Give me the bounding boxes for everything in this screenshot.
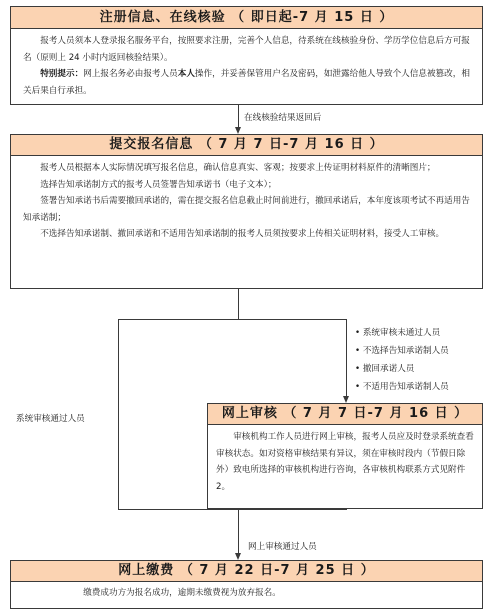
- condition-item: • 不选择告知承诺制人员: [355, 346, 449, 356]
- online-pass-label: 网上审核通过人员: [248, 542, 317, 552]
- arrow-register-to-submit-head: [235, 127, 241, 134]
- condition-item: • 系统审核未通过人员: [355, 328, 441, 338]
- step-register-box: [10, 6, 483, 105]
- step-review-text: 审核机构工作人员进行网上审核，报考人员应及时登录系统查看审核状态。如对资格审核结果有异议，须在审核时段内（节假日除外）致电所选择的审核机构进行咨询，各审核机构联系方式见附件 2。: [216, 432, 474, 492]
- step-review-title: 网上审核 （ 7 月 7 日-7 月 16 日 ）: [208, 404, 482, 425]
- after-register-label: 在线核验结果返回后: [244, 113, 322, 123]
- special-notice-label: 特别提示：: [40, 69, 84, 79]
- step-payment-body: [11, 582, 482, 602]
- system-pass-label: 系统审核通过人员: [16, 414, 85, 424]
- step-submit-body: [11, 156, 482, 246]
- step-submit-text-2: 选择告知承诺制方式的报考人员签署告知承诺书（电子文本）；: [40, 179, 277, 190]
- step-payment-title: 网上缴费 （ 7 月 22 日-7 月 25 日 ）: [11, 561, 482, 582]
- condition-item: • 撤回承诺人员: [355, 364, 415, 374]
- step-register-body: [11, 29, 482, 102]
- step-submit-text-4: 不选择告知承诺制、撤回承诺和不适用告知承诺制的报考人员须按要求上传相关证明材料，接受人工审核。: [40, 229, 445, 239]
- notice-text-post: 操作，并妥善保管用户名及密码，如泄露给他人导致个人信息被篡改，相关后果自行承担。: [23, 69, 470, 96]
- step-submit-text-3: 签署告知承诺书后需要撤回承诺的，需在提交报名信息截止时间前进行，撤回承诺后，本年度该项考试不再适用告知承诺制；: [23, 196, 470, 223]
- condition-item: • 不适用告知承诺制人员: [355, 382, 449, 392]
- step-submit-text-1: 报考人员根据本人实际情况填写报名信息，确认信息真实、客观；按要求上传证明材料原件的清晰图片；: [40, 163, 436, 173]
- online-pass-arrow-head: [235, 553, 241, 560]
- step-review-box: [207, 403, 483, 509]
- step-submit-title: 提交报名信息 （ 7 月 7 日-7 月 16 日 ）: [11, 135, 482, 156]
- manual-review-arrow-head: [343, 396, 349, 403]
- arrow-register-to-submit-line: [238, 105, 239, 127]
- branch-stem-line: [238, 289, 239, 319]
- manual-review-vertical-line: [346, 319, 347, 396]
- step-register-text: 报考人员须本人登录报名服务平台，按照要求注册，完善个人信息，待系统在线核验身份、学历学位信息后方可报名（原则上 24 小时内返回核验结果）。: [23, 36, 470, 63]
- notice-emphasis: 本人: [177, 69, 195, 79]
- step-payment-text: 缴费成功方为报名成功，逾期未缴费视为放弃报名。: [83, 588, 281, 598]
- step-register-notice: [23, 66, 472, 99]
- step-submit-box: [10, 134, 483, 289]
- step-register-title: 注册信息、在线核验 （ 即日起-7 月 15 日 ）: [11, 7, 482, 29]
- system-pass-vertical-line: [118, 319, 119, 509]
- step-payment-box: [10, 560, 483, 609]
- notice-text-pre: 网上报名务必由报考人员: [83, 69, 178, 79]
- online-pass-line: [238, 509, 239, 553]
- merge-horizontal-line: [118, 509, 347, 510]
- step-review-body: [208, 425, 482, 498]
- branch-horizontal-line: [118, 319, 346, 320]
